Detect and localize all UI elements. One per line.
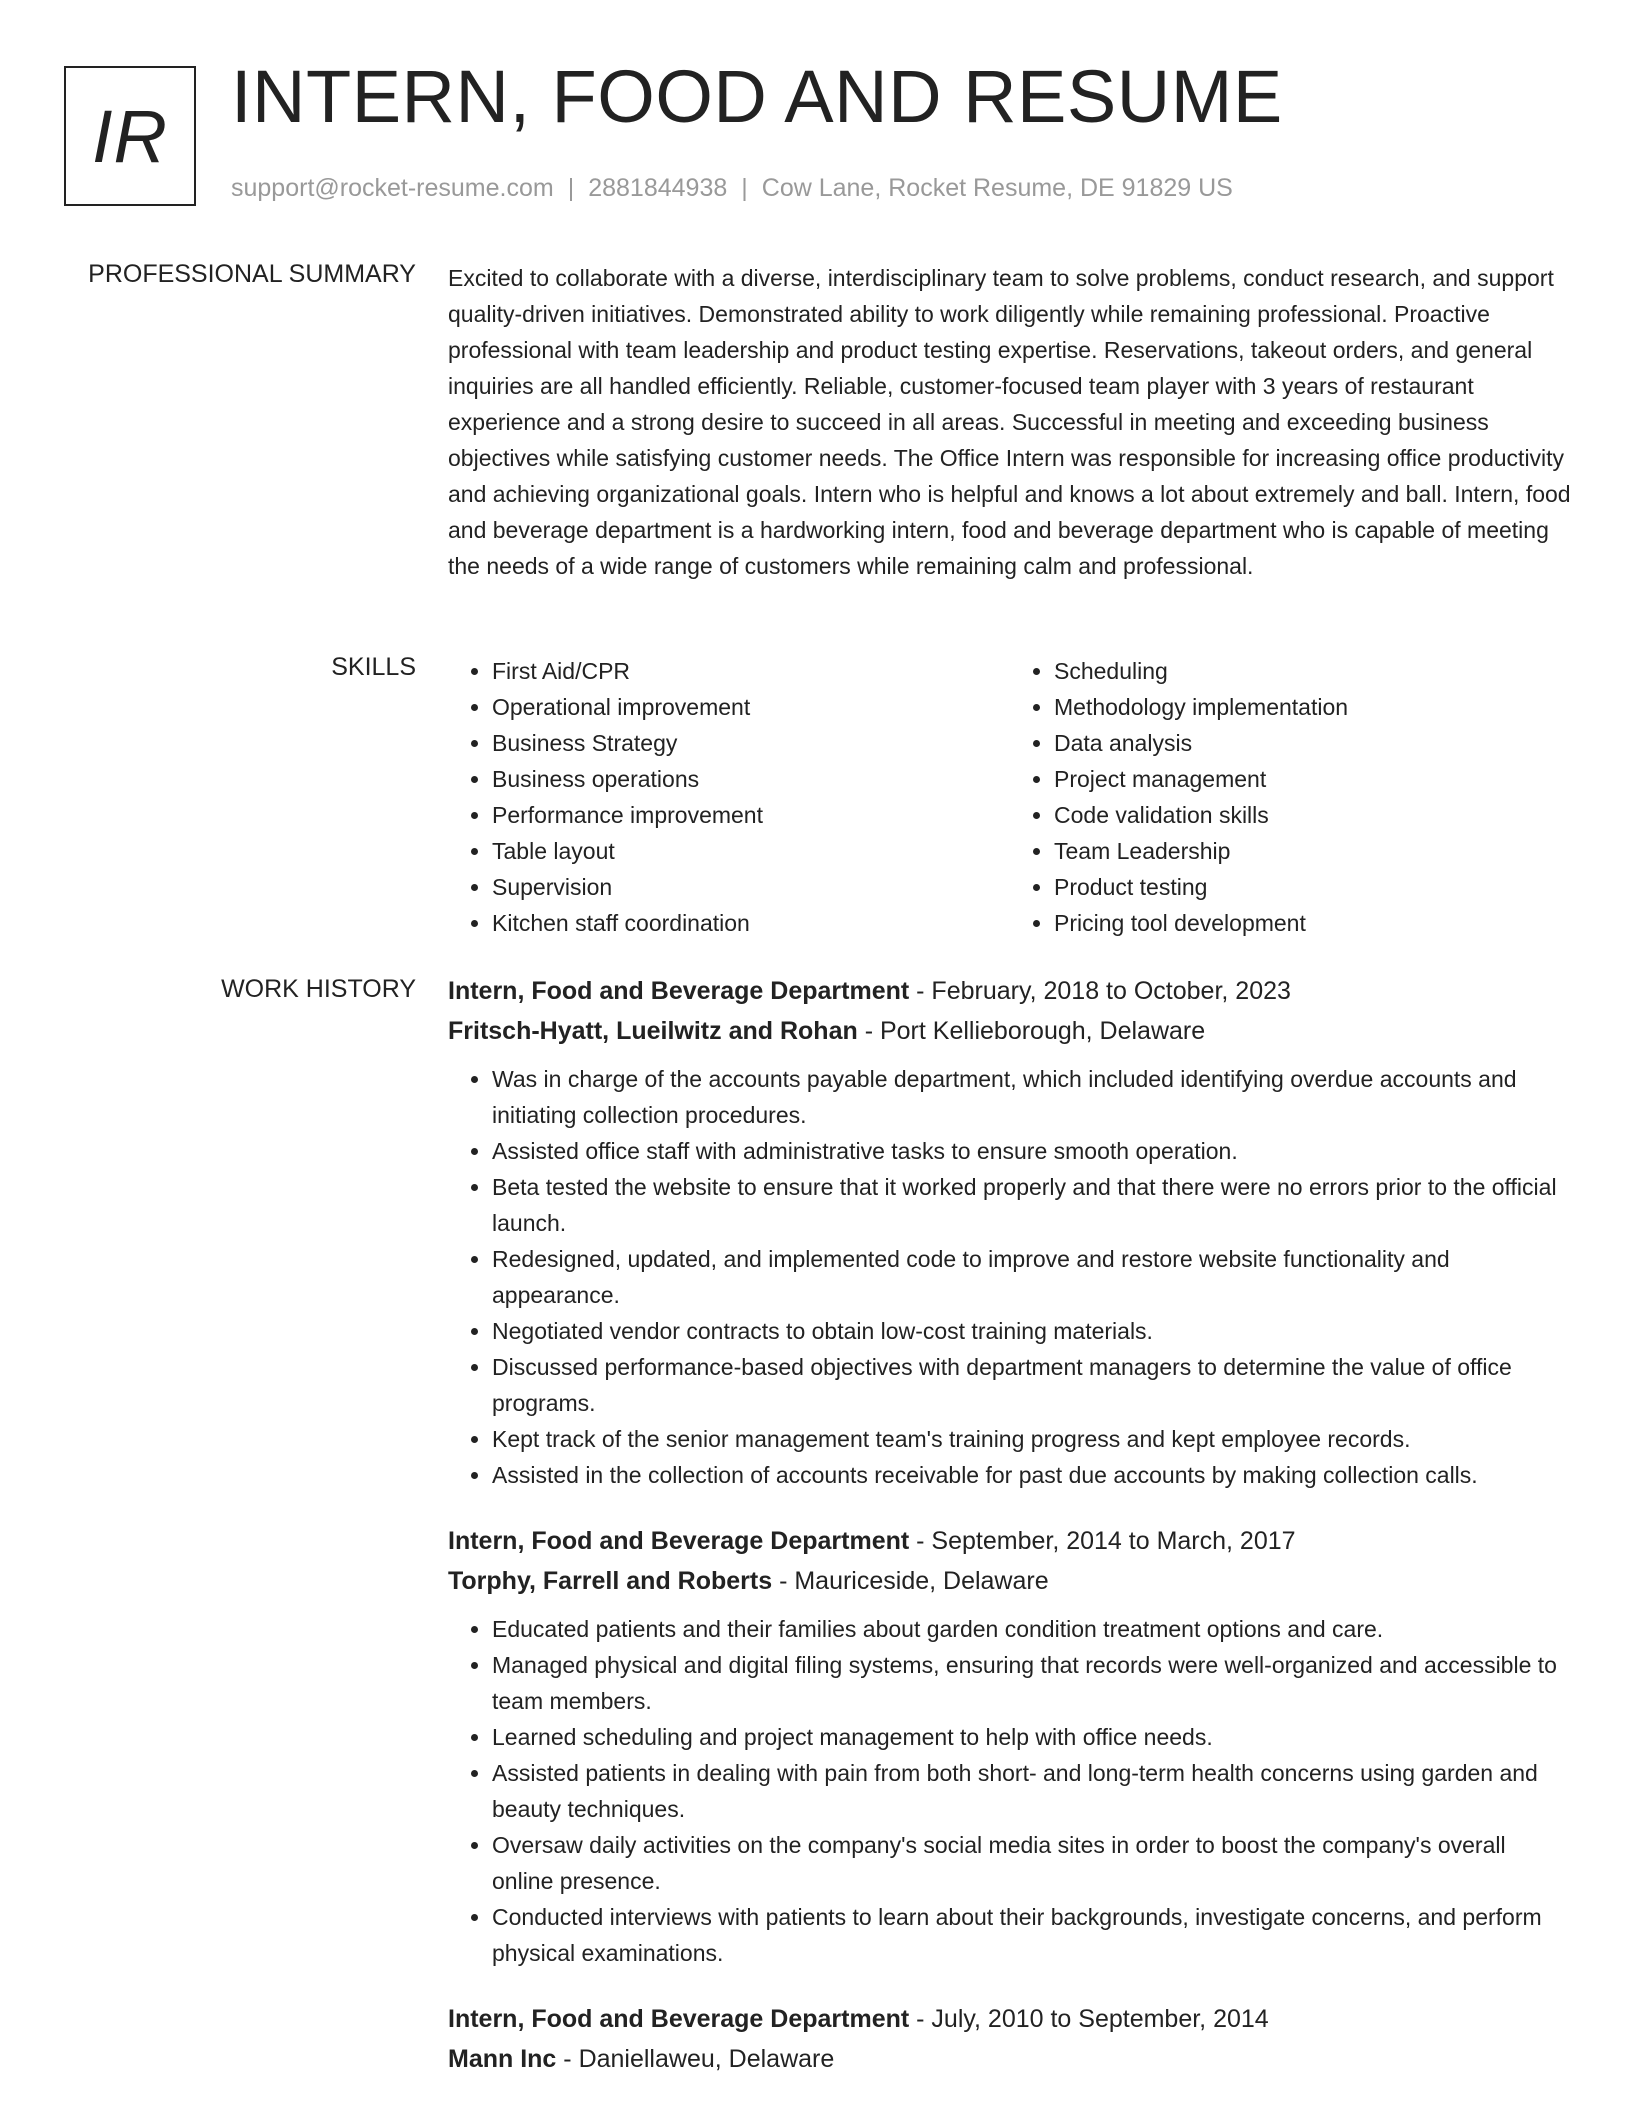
monogram-logo: IR [64, 66, 196, 206]
job-title-line: Intern, Food and Beverage Department - February, 2018 to October, 2023 [448, 977, 1291, 1005]
skill-item: • Code validation skills [1054, 797, 1572, 833]
skill-item: • Product testing [1054, 869, 1572, 905]
job-company: Torphy, Farrell and Roberts [448, 1567, 773, 1595]
contact-email: support@rocket-resume.com [231, 174, 554, 202]
skill-item: • Supervision [492, 869, 1010, 905]
skill-item: • Data analysis [1054, 725, 1572, 761]
skills-right-column [1010, 653, 1572, 941]
job-title: Intern, Food and Beverage Department [448, 977, 910, 1005]
job-bullet: • Educated patients and their families about garden condition treatment options and care. [492, 1611, 1572, 1647]
job-entry [448, 1521, 1572, 1971]
summary-section [448, 260, 1572, 584]
skill-item: • Project management [1054, 761, 1572, 797]
job-title-line: Intern, Food and Beverage Department - September, 2014 to March, 2017 [448, 1527, 1296, 1555]
job-bullet: • Learned scheduling and project management to help with office needs. [492, 1719, 1572, 1755]
job-bullet-list [448, 1061, 1572, 1493]
contact-phone: 2881844938 [588, 174, 728, 202]
candidate-name: INTERN, FOOD AND RESUME [231, 55, 1283, 138]
skills-section [448, 653, 1572, 941]
job-bullet: • Assisted patients in dealing with pain from both short- and long-term health concerns using garden and beauty techniques. [492, 1755, 1572, 1827]
job-title-line: Intern, Food and Beverage Department - July, 2010 to September, 2014 [448, 2005, 1269, 2033]
job-bullet: • Beta tested the website to ensure that it worked properly and that there were no errors prior to the official launch. [492, 1169, 1572, 1241]
job-bullet: • Oversaw daily activities on the company's social media sites in order to boost the company's overall online presence. [492, 1827, 1572, 1899]
skill-item: • Team Leadership [1054, 833, 1572, 869]
skill-item: • Business operations [492, 761, 1010, 797]
job-location: Daniellaweu, Delaware [578, 2045, 835, 2073]
work-history-section [448, 971, 1572, 2107]
job-dates: September, 2014 to March, 2017 [931, 1527, 1296, 1555]
skill-item: • Kitchen staff coordination [492, 905, 1010, 941]
job-entry [448, 971, 1572, 1493]
summary-section-label: PROFESSIONAL SUMMARY [88, 260, 416, 288]
skills-section-label: SKILLS [331, 653, 416, 681]
job-bullet: • Assisted in the collection of accounts receivable for past due accounts by making collection calls. [492, 1457, 1572, 1493]
job-company-line: Mann Inc - Daniellaweu, Delaware [448, 2045, 835, 2073]
job-bullet: • Redesigned, updated, and implemented code to improve and restore website functionality and appearance. [492, 1241, 1572, 1313]
job-bullet: • Kept track of the senior management team's training progress and kept employee records. [492, 1421, 1572, 1457]
job-dates: February, 2018 to October, 2023 [931, 977, 1291, 1005]
skill-item: • Business Strategy [492, 725, 1010, 761]
job-bullet: • Managed physical and digital filing systems, ensuring that records were well-organized and accessible to team members. [492, 1647, 1572, 1719]
job-bullet: • Conducted interviews with patients to learn about their backgrounds, investigate concerns, and perform physical examinations. [492, 1899, 1572, 1971]
job-location: Port Kellieborough, Delaware [879, 1017, 1206, 1045]
job-bullet: • Was in charge of the accounts payable department, which included identifying overdue accounts and initiating collection procedures. [492, 1061, 1572, 1133]
skill-item: • Methodology implementation [1054, 689, 1572, 725]
contact-separator: | [567, 174, 575, 202]
contact-separator: | [741, 174, 748, 202]
job-dates: July, 2010 to September, 2014 [931, 2005, 1269, 2033]
job-company: Mann Inc [448, 2045, 557, 2073]
skills-left-column [448, 653, 1010, 941]
job-bullet: • Assisted office staff with administrative tasks to ensure smooth operation. [492, 1133, 1572, 1169]
skill-item: • Performance improvement [492, 797, 1010, 833]
job-location: Mauriceside, Delaware [794, 1567, 1049, 1595]
job-title: Intern, Food and Beverage Department [448, 2005, 910, 2033]
job-title: Intern, Food and Beverage Department [448, 1527, 910, 1555]
skill-item: • First Aid/CPR [492, 653, 1010, 689]
summary-text: Excited to collaborate with a diverse, interdisciplinary team to solve problems, conduct research, and support quality-driven initiatives. Demonstrated ability to work diligently while remaining professional. Proactive professional with team leadership and product testing expertise. Reservations, takeout orders, and general inquiries are all handled efficiently. Reliable, customer-focused team player with 3 years of restaurant experience and a strong desire to succeed in all areas. Successful in meeting and exceeding business objectives while satisfying customer needs. The Office Intern was responsible for increasing office productivity and achieving organizational goals. Intern who is helpful and knows a lot about extremely and ball. Intern, food and beverage department is a hardworking intern, food and beverage department who is capable of meeting the needs of a wide range of customers while remaining calm and professional. [448, 265, 1571, 579]
work-section-label: WORK HISTORY [221, 975, 416, 1003]
contact-address: Cow Lane, Rocket Resume, DE 91829 US [761, 174, 1233, 202]
skill-item: • Operational improvement [492, 689, 1010, 725]
job-company: Fritsch-Hyatt, Lueilwitz and Rohan [448, 1017, 858, 1045]
job-entry [448, 1999, 1572, 2079]
contact-line [231, 174, 1233, 203]
job-bullet: • Discussed performance-based objectives with department managers to determine the value of office programs. [492, 1349, 1572, 1421]
job-bullet: • Negotiated vendor contracts to obtain low-cost training materials. [492, 1313, 1572, 1349]
job-bullet-list [448, 1611, 1572, 1971]
skill-item: • Table layout [492, 833, 1010, 869]
skill-item: • Pricing tool development [1054, 905, 1572, 941]
skill-item: • Scheduling [1054, 653, 1572, 689]
job-company-line: Torphy, Farrell and Roberts - Mauriceside, Delaware [448, 1567, 1049, 1595]
job-company-line: Fritsch-Hyatt, Lueilwitz and Rohan - Port Kellieborough, Delaware [448, 1017, 1206, 1045]
